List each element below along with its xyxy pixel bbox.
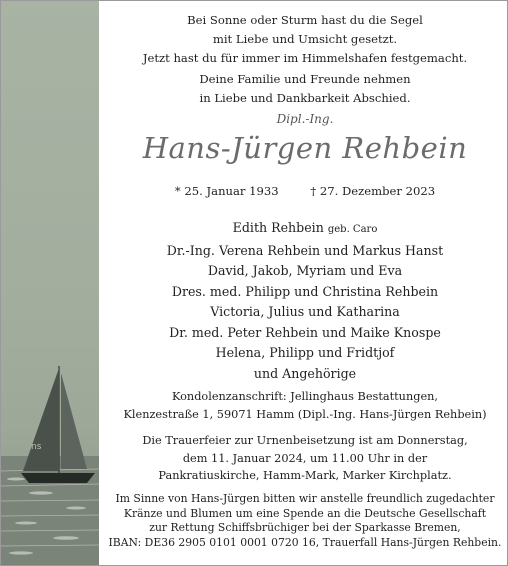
poem-line: Jetzt hast du für immer im Himmelshafen festgemacht. bbox=[142, 51, 468, 65]
sailboat-panel bbox=[1, 1, 99, 565]
mourner-line: Dr.-Ing. Verena Rehbein und Markus Hanst bbox=[166, 242, 444, 258]
donation-info bbox=[105, 492, 505, 550]
obituary-text bbox=[105, 1, 505, 565]
mourner-line: Dr. med. Peter Rehbein und Maike Knospe bbox=[169, 324, 441, 340]
condolence-line: Kondolenzanschrift: Jellinghaus Bestattungen, bbox=[171, 390, 439, 403]
mourner-line: David, Jakob, Myriam und Eva bbox=[207, 263, 403, 278]
donation-line: IBAN: DE36 2905 0101 0001 0720 16, Trauerfall Hans-Jürgen Rehbein. bbox=[108, 535, 502, 549]
mourner-name: Edith Rehbein bbox=[232, 220, 324, 235]
mourner-line: und Angehörige bbox=[253, 365, 357, 381]
funeral-line: dem 11. Januar 2024, um 11.00 Uhr in der bbox=[182, 451, 428, 465]
sailboat-image bbox=[1, 1, 99, 565]
mourner-line: Dres. med. Philipp und Christina Rehbein bbox=[171, 283, 439, 299]
birth-date: * 25. Januar 1933 bbox=[174, 184, 279, 198]
funeral-line: Pankratiuskirche, Hamm-Mark, Marker Kirchplatz. bbox=[158, 469, 452, 482]
mourner-line bbox=[105, 218, 505, 241]
maiden-name: geb. Caro bbox=[327, 224, 378, 235]
poem-line: mit Liebe und Umsicht gesetzt. bbox=[212, 32, 398, 46]
condolence-line: Klenzestraße 1, 59071 Hamm (Dipl.-Ing. Hans-Jürgen Rehbein) bbox=[123, 407, 487, 421]
academic-title: Dipl.-Ing. bbox=[276, 112, 334, 126]
poem-line: Bei Sonne oder Sturm hast du die Segel bbox=[187, 13, 423, 27]
donation-line: Kränze und Blumen um eine Spende an die Deutsche Gesellschaft bbox=[123, 506, 487, 520]
condolence-address bbox=[105, 388, 505, 423]
death-date: † 27. Dezember 2023 bbox=[310, 184, 436, 198]
donation-line: zur Rettung Schiffsbrüchiger bei der Sparkasse Bremen, bbox=[149, 521, 461, 534]
poem bbox=[105, 11, 505, 68]
life-dates bbox=[105, 184, 505, 198]
sail-number-icon: ns bbox=[31, 442, 42, 452]
mourners-list bbox=[105, 218, 505, 384]
donation-line: Im Sinne von Hans-Jürgen bitten wir anstelle freundlich zugedachter bbox=[115, 492, 495, 505]
farewell-text bbox=[105, 70, 505, 108]
mourner-line: Victoria, Julius und Katharina bbox=[210, 304, 400, 319]
mourner-line: Helena, Philipp und Fridtjof bbox=[215, 345, 395, 360]
farewell-line: Deine Familie und Freunde nehmen bbox=[199, 72, 411, 86]
deceased-name: Hans-Jürgen Rehbein bbox=[142, 131, 468, 165]
funeral-line: Die Trauerfeier zur Urnenbeisetzung ist am Donnerstag, bbox=[142, 434, 468, 447]
farewell-line: in Liebe und Dankbarkeit Abschied. bbox=[199, 91, 411, 105]
funeral-info bbox=[105, 432, 505, 485]
